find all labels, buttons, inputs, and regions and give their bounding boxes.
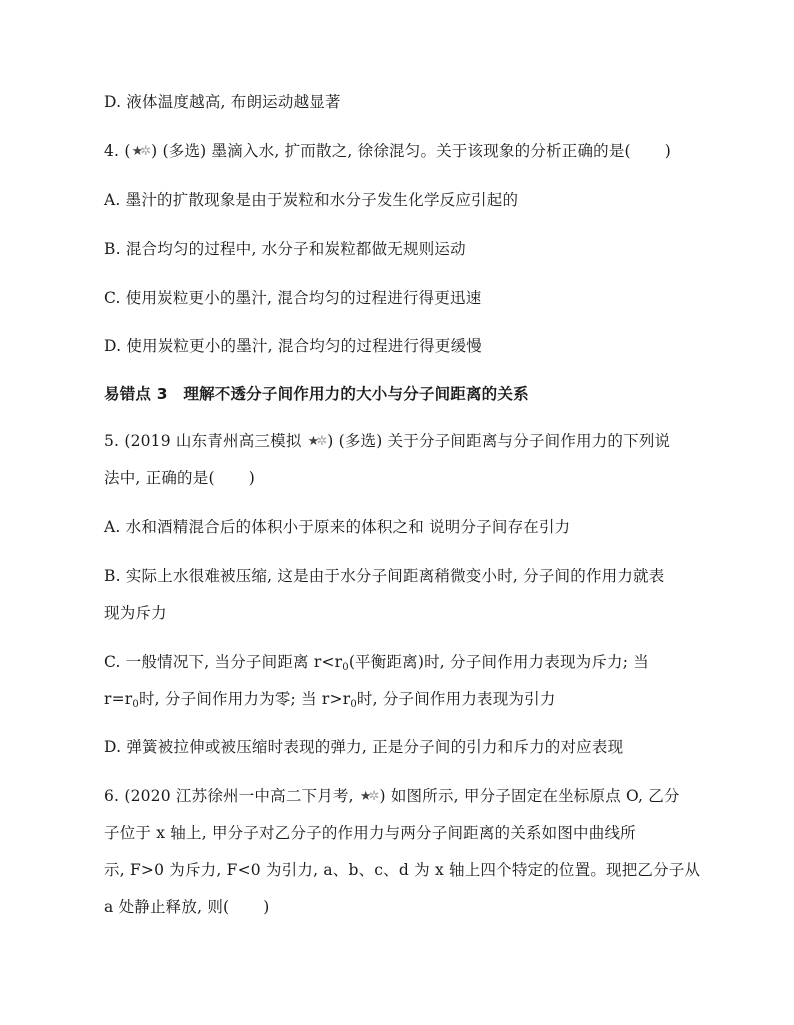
q5-option-c-text: r=r: [104, 690, 133, 708]
q4-close: ): [664, 142, 672, 160]
q4-option-d: D. 使用炭粒更小的墨汁, 混合均匀的过程进行得更缓慢: [104, 337, 482, 355]
section-heading: 易错点 3 理解不透分子间作用力的大小与分子间距离的关系: [104, 385, 529, 403]
q4-number: 4. (: [104, 142, 131, 160]
subscript-zero: 0: [350, 699, 357, 710]
q5-option-c-text: C. 一般情况下, 当分子间距离 r<r: [104, 653, 343, 671]
q5-option-c-line1: [104, 652, 649, 672]
q6-stem-line4: [104, 897, 270, 917]
q6-stem-line2: 子位于 x 轴上, 甲分子对乙分子的作用力与两分子间距离的关系如图中曲线所: [104, 824, 636, 842]
q5-stem-line2-text: 法中, 正确的是(: [104, 469, 215, 487]
q5-option-a: A. 水和酒精混合后的体积小于原来的体积之和 说明分子间存在引力: [104, 518, 571, 536]
q4-option-a: A. 墨汁的扩散现象是由于炭粒和水分子发生化学反应引起的: [104, 191, 519, 209]
q5-option-b-line2: 现为斥力: [104, 604, 167, 622]
difficulty-star-icon: ★✲: [359, 789, 377, 804]
q5-option-c-text: 时, 分子间作用力为零; 当 r>r: [138, 690, 351, 708]
q4-option-b: B. 混合均匀的过程中, 水分子和炭粒都做无规则运动: [104, 240, 466, 258]
q6-stem-line1: [104, 786, 680, 808]
q6-close: ): [263, 898, 270, 916]
q4-option-c: C. 使用炭粒更小的墨汁, 混合均匀的过程进行得更迅速: [104, 289, 482, 307]
subscript-zero: 0: [132, 699, 139, 710]
difficulty-star-icon: ★✲: [131, 144, 149, 159]
q5-close: ): [248, 469, 255, 487]
subscript-zero: 0: [342, 662, 349, 673]
q5-stem-line1: [104, 431, 670, 453]
q5-option-b-line1: B. 实际上水很难被压缩, 这是由于水分子间距离稍微变小时, 分子间的作用力就表: [104, 567, 665, 585]
q6-stem-line4-text: a 处静止释放, 则(: [104, 898, 230, 916]
q5-prefix: 5. (2019 山东青州高三模拟: [104, 432, 307, 450]
q5-stem-line2: [104, 468, 255, 488]
q4-stem-text: ) (多选) 墨滴入水, 扩而散之, 徐徐混匀。关于该现象的分析正确的是(: [151, 142, 631, 160]
difficulty-star-icon: ★✲: [307, 434, 325, 449]
q4-stem: [104, 141, 671, 163]
q5-option-c-text: 时, 分子间作用力表现为引力: [356, 690, 556, 708]
q5-option-d: D. 弹簧被拉伸或被压缩时表现的弹力, 正是分子间的引力和斥力的对应表现: [104, 738, 624, 756]
q6-stem-line3: 示, F>0 为斥力, F<0 为引力, a、b、c、d 为 x 轴上四个特定的位置。现把乙分子从: [104, 861, 701, 879]
q5-stem: ) (多选) 关于分子间距离与分子间作用力的下列说: [327, 432, 671, 450]
q5-option-c-line2: [104, 689, 556, 709]
q6-prefix: 6. (2020 江苏徐州一中高二下月考,: [104, 787, 359, 805]
q5-option-c-text: (平衡距离)时, 分子间作用力表现为斥力; 当: [348, 653, 650, 671]
q3-option-d: D. 液体温度越高, 布朗运动越显著: [104, 93, 341, 111]
q6-stem-line1-text: ) 如图所示, 甲分子固定在坐标原点 O, 乙分: [379, 787, 680, 805]
